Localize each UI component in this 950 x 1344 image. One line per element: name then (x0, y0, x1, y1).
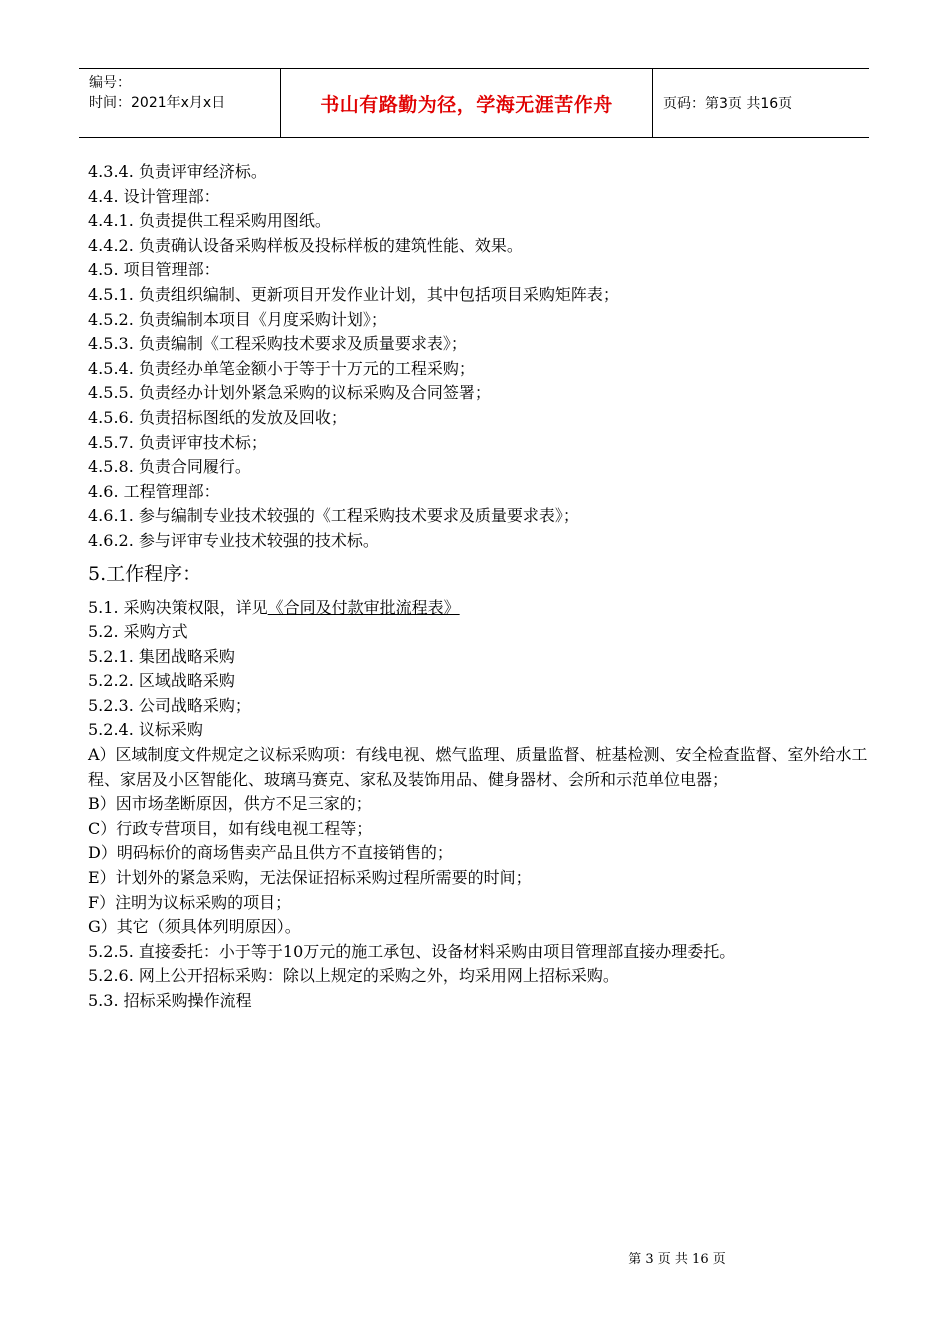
header-motto: 书山有路勤为径，学海无涯苦作舟 (281, 69, 653, 137)
section-5-list (88, 620, 868, 743)
text-line: 4.4.1. 负责提供工程采购用图纸。 (88, 211, 331, 231)
header-meta (79, 69, 281, 137)
text-line: 4.6. 工程管理部： (88, 481, 220, 501)
document-date: 时间：2021年x月x日 (89, 95, 226, 111)
text-line: 4.5.6. 负责招标图纸的发放及回收； (88, 407, 347, 427)
text-line: 4.5.2. 负责编制本项目《月度采购计划》； (88, 309, 387, 329)
text-line: 4.5.7. 负责评审技术标； (88, 432, 267, 452)
document-body (88, 160, 868, 1014)
text-line: 4.6.2. 参与评审专业技术较强的技术标。 (88, 530, 379, 550)
text-line: 5.2.5. 直接委托：小于等于10万元的施工承包、设备材料采购由项目管理部直接办理委托。 (88, 941, 736, 961)
text-line: 4.4. 设计管理部： (88, 186, 220, 206)
text-line-5-1 (88, 596, 868, 621)
section-4-list (88, 160, 868, 554)
text-line: E）计划外的紧急采购，无法保证招标采购过程所需要的时间； (88, 868, 532, 888)
text-line: D）明码标价的商场售卖产品且供方不直接销售的； (88, 843, 453, 863)
text-line: 4.5. 项目管理部： (88, 260, 220, 280)
page-header (79, 68, 869, 138)
text-line: B）因市场垄断原因，供方不足三家的； (88, 794, 372, 814)
page-footer (0, 1248, 950, 1267)
text-line: 5.2.1. 集团战略采购 (88, 646, 235, 666)
text-line: 5.2.2. 区域战略采购 (88, 671, 235, 691)
text-line: 5.3. 招标采购操作流程 (88, 991, 252, 1010)
text-line: G）其它（须具体列明原因）。 (88, 917, 301, 937)
text-5-1-prefix: 5.1. 采购决策权限，详见 (88, 597, 268, 617)
text-line: C）行政专营项目，如有线电视工程等； (88, 818, 373, 838)
text-line: 4.5.5. 负责经办计划外紧急采购的议标采购及合同签署； (88, 383, 491, 403)
text-line: 4.5.1. 负责组织编制、更新项目开发作业计划，其中包括项目采购矩阵表； (88, 284, 619, 304)
text-line: 4.5.3. 负责编制《工程采购技术要求及质量要求表》； (88, 334, 467, 354)
text-line: 5.2.3. 公司战略采购； (88, 695, 251, 715)
text-line: 4.3.4. 负责评审经济标。 (88, 162, 267, 181)
text-line: F）注明为议标采购的项目； (88, 892, 292, 912)
document-number: 编号： (89, 75, 131, 91)
section-5-heading: 5.工作程序： (88, 562, 202, 585)
text-line: 5.2.6. 网上公开招标采购：除以上规定的采购之外，均采用网上招标采购。 (88, 966, 619, 986)
paragraph-a: A）区域制度文件规定之议标采购项：有线电视、燃气监理、质量监督、桩基检测、安全检查监督、室外给水工程、家居及小区智能化、玻璃马赛克、家私及装饰用品、健身器材、会所和示范单位电器； (88, 745, 868, 789)
approval-flow-reference: 《合同及付款审批流程表》 (267, 597, 460, 617)
text-line: 4.5.4. 负责经办单笔金额小于等于十万元的工程采购； (88, 358, 475, 378)
section-5-list-continued (88, 792, 868, 1013)
text-line: 4.5.8. 负责合同履行。 (88, 457, 251, 477)
text-line: 5.2.4. 议标采购 (88, 720, 203, 740)
header-page-number: 页码：第3页 共16页 (663, 96, 793, 112)
text-line: 4.6.1. 参与编制专业技术较强的《工程采购技术要求及质量要求表》； (88, 506, 579, 526)
footer-page-number: 第 3 页 共 16 页 (628, 1252, 726, 1267)
text-line: 4.4.2. 负责确认设备采购样板及投标样板的建筑性能、效果。 (88, 235, 523, 255)
text-line: 5.2. 采购方式 (88, 622, 188, 642)
